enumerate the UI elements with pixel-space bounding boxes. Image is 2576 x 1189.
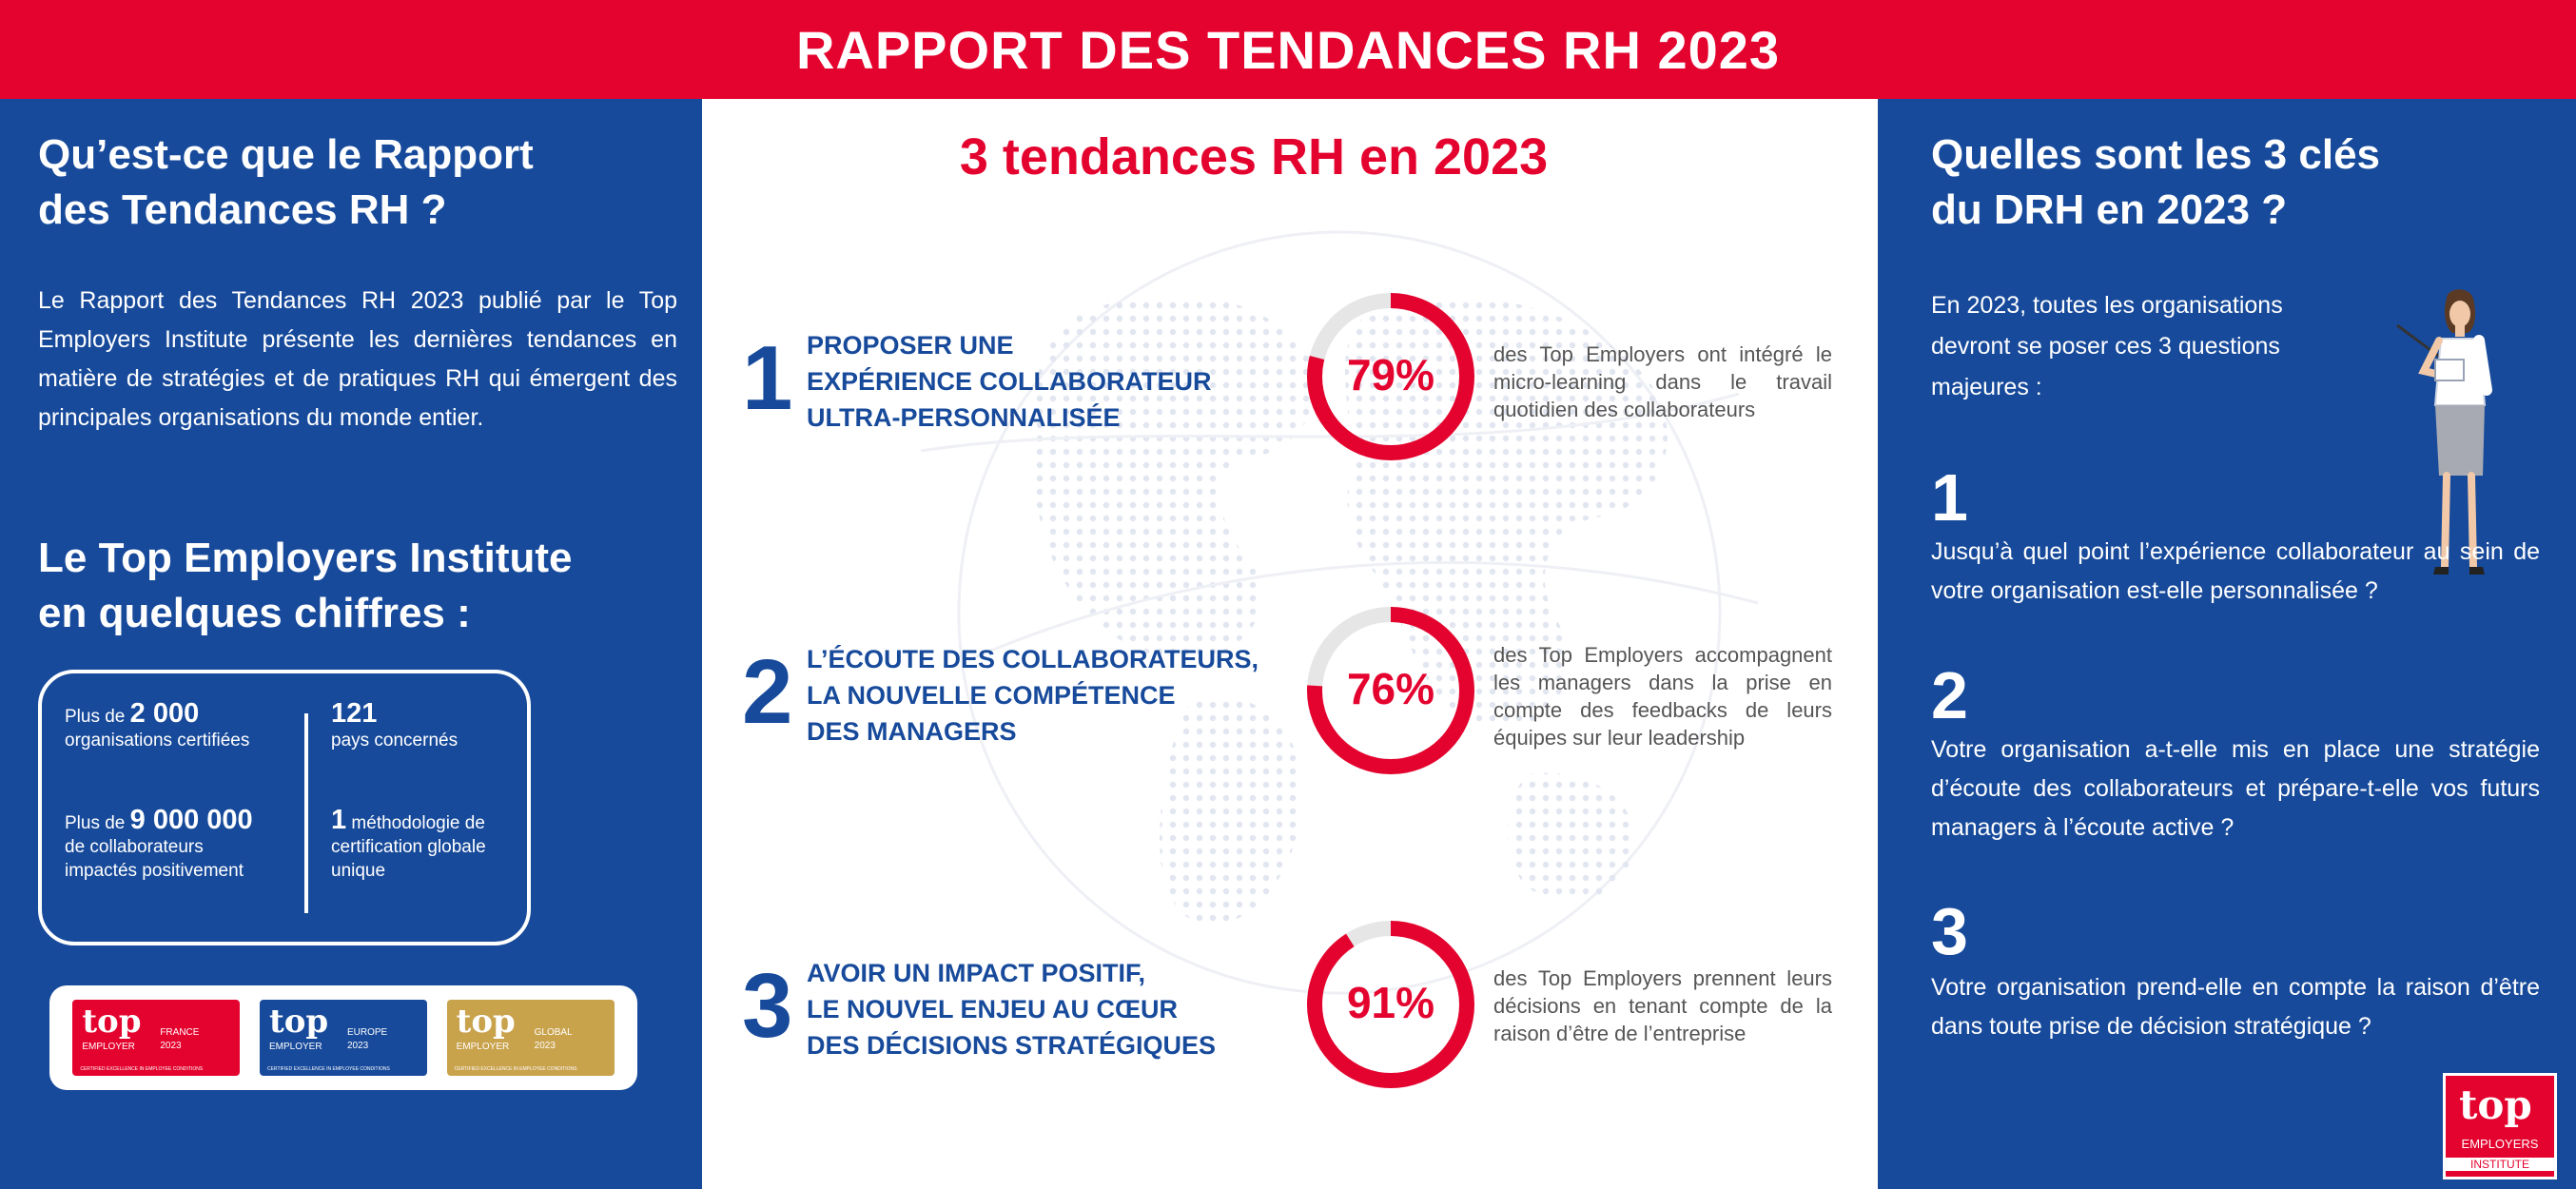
- right-heading-line-1: Quelles sont les 3 clés: [1931, 131, 2381, 178]
- right-intro-text: En 2023, toutes les organisations devront se poser ces 3 questions majeures :: [1931, 292, 2283, 400]
- trend-title: [807, 955, 1216, 1063]
- logo-employers: EMPLOYERS: [2461, 1137, 2539, 1151]
- stat-prefix: Plus de: [65, 707, 130, 727]
- badge-top-logo: top: [82, 1003, 142, 1041]
- stat-value: 121: [331, 698, 378, 729]
- badge-employer: EMPLOYER: [268, 1042, 322, 1052]
- trend-title-line-3: ULTRA-PERSONNALISÉE: [807, 403, 1121, 432]
- stat-label: organisations certifiées: [65, 731, 250, 750]
- question-text: Votre organisation prend-elle en compte la raison d’être dans toute prise de décision stratégique ?: [1931, 974, 2540, 1040]
- right-heading: [1931, 127, 2380, 238]
- trend-title-line-3: DES MANAGERS: [807, 717, 1017, 746]
- top-employers-institute-logo: [2443, 1073, 2557, 1179]
- left-panel: [0, 99, 702, 1189]
- logo-institute: INSTITUTE: [2446, 1158, 2554, 1171]
- badge-region-name: GLOBAL: [534, 1027, 573, 1038]
- percentage-ring: [1303, 289, 1478, 464]
- badge-year: 2023: [160, 1041, 182, 1051]
- left-heading-2: [38, 531, 572, 641]
- percentage-label: 76%: [1346, 664, 1435, 713]
- stat-value: 9 000 000: [129, 805, 253, 835]
- badge-employer: EMPLOYER: [82, 1042, 135, 1052]
- middle-title: 3 tendances RH en 2023: [959, 128, 1549, 185]
- stat-label: pays concernés: [331, 731, 459, 750]
- trend-title-line-2: LE NOUVEL ENJEU AU CŒUR: [807, 995, 1179, 1023]
- left-intro-text: Le Rapport des Tendances RH 2023 publié par le Top Employers Institute présente les dernières tendances en matière de stratégies et de pratiques RH qui émergent des principales organisations du monde entier.: [38, 287, 677, 431]
- badge-france: [72, 1000, 240, 1076]
- stats-box: [38, 670, 531, 945]
- badge-year: 2023: [534, 1041, 556, 1051]
- trend-title-line-2: EXPÉRIENCE COLLABORATEUR: [807, 367, 1212, 396]
- percentage-ring: [1303, 603, 1478, 778]
- badge-global: [447, 1000, 615, 1076]
- badge-region-name: FRANCE: [160, 1027, 200, 1038]
- percentage-ring: [1303, 917, 1478, 1092]
- header-bar: [0, 0, 2576, 99]
- trend-description: des Top Employers accompagnent les managers dans la prise en compte des feedbacks de leurs équipes sur leur leadership: [1493, 643, 1832, 750]
- badge-region: [347, 1026, 387, 1053]
- right-heading-line-2: du DRH en 2023 ?: [1931, 186, 2288, 233]
- stats-divider: [304, 713, 308, 913]
- badge-region: [160, 1026, 199, 1053]
- logo-top: top: [2459, 1082, 2532, 1128]
- stat-collaborateurs: [65, 805, 253, 883]
- certification-badges: [49, 985, 637, 1090]
- percentage-label: 91%: [1346, 978, 1435, 1027]
- stat-value: 1: [331, 805, 347, 835]
- trend-number: 3: [742, 955, 793, 1057]
- trend-title: [807, 327, 1212, 436]
- trend-title: [807, 641, 1259, 750]
- badge-europe: [260, 1000, 427, 1076]
- badge-cert: CERTIFIED EXCELLENCE IN EMPLOYEE CONDITIONS: [454, 1066, 577, 1072]
- left-heading-1-line-1: Qu’est-ce que le Rapport: [38, 131, 534, 178]
- stat-prefix: Plus de: [65, 813, 130, 833]
- trend-number: 2: [742, 641, 793, 743]
- trend-title-line-1: L’ÉCOUTE DES COLLABORATEURS,: [807, 645, 1259, 673]
- trend-title-line-3: DES DÉCISIONS STRATÉGIQUES: [807, 1031, 1217, 1060]
- stat-label: de collaborateurs: [65, 837, 204, 857]
- trend-number: 1: [742, 327, 793, 429]
- right-panel: [1878, 99, 2576, 1189]
- percentage-label: 79%: [1346, 350, 1435, 400]
- stat-pays: [331, 698, 459, 752]
- trend-title-line-1: AVOIR UN IMPACT POSITIF,: [807, 959, 1146, 987]
- trend-title-line-1: PROPOSER UNE: [807, 331, 1014, 360]
- left-heading-1: [38, 127, 534, 238]
- badge-top-logo: top: [268, 1003, 329, 1041]
- question-text: Votre organisation a-t-elle mis en place une stratégie d’écoute des collaborateurs et prépare-t-elle vos futurs managers à l’écoute active ?: [1931, 736, 2540, 841]
- badge-top-logo: top: [456, 1003, 516, 1041]
- badge-cert: CERTIFIED EXCELLENCE IN EMPLOYEE CONDITIONS: [80, 1066, 204, 1072]
- stat-value: 2 000: [129, 698, 200, 729]
- stat-label-2: unique: [331, 861, 386, 881]
- badge-cert: CERTIFIED EXCELLENCE IN EMPLOYEE CONDITIONS: [266, 1066, 390, 1072]
- left-heading-1-line-2: des Tendances RH ?: [38, 186, 447, 233]
- trend-description: des Top Employers prennent leurs décisions en tenant compte de la raison d’être de l’entreprise: [1493, 966, 1832, 1045]
- stat-methodologie: [331, 805, 486, 883]
- trend-description: des Top Employers ont intégré le micro-learning dans le travail quotidien des collaborateurs: [1493, 342, 1832, 421]
- stat-suffix: méthodologie de: [346, 813, 485, 833]
- question-number: 2: [1931, 658, 1968, 732]
- page-title: RAPPORT DES TENDANCES RH 2023: [795, 19, 1781, 80]
- left-heading-2-line-2: en quelques chiffres :: [38, 590, 471, 636]
- question-number: 3: [1931, 894, 1968, 968]
- question-text: Jusqu’à quel point l’expérience collaborateur au sein de votre organisation est-elle personnalisée ?: [1931, 538, 2540, 604]
- stat-label-2: impactés positivement: [65, 861, 244, 881]
- question-number: 1: [1931, 460, 1968, 535]
- stat-organisations: [65, 698, 250, 752]
- badge-region: [535, 1026, 573, 1053]
- stat-label: certification globale: [331, 837, 486, 857]
- badge-year: 2023: [346, 1041, 369, 1051]
- middle-panel: [702, 99, 1878, 1189]
- badge-employer: EMPLOYER: [456, 1042, 510, 1052]
- badge-region-name: EUROPE: [346, 1027, 388, 1038]
- left-heading-2-line-1: Le Top Employers Institute: [38, 535, 573, 581]
- trend-title-line-2: LA NOUVELLE COMPÉTENCE: [807, 681, 1176, 710]
